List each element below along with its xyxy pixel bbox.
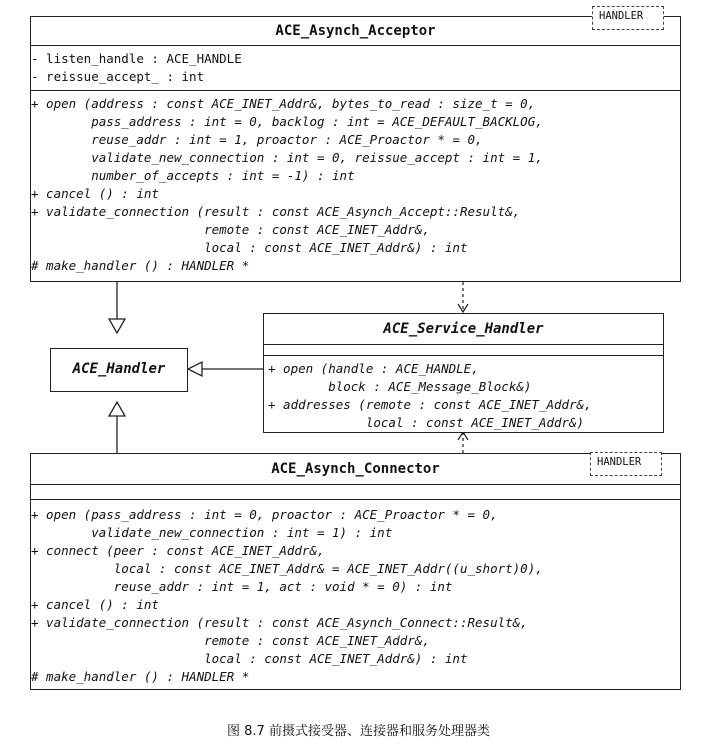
handler-class-name: ACE_Handler <box>72 361 166 377</box>
acceptor-operation: validate_new_connection : int = 0, reissue_accept : int = 1, <box>31 150 543 165</box>
acceptor-attributes <box>31 46 680 91</box>
acceptor-attribute: - listen_handle : ACE_HANDLE <box>31 51 242 66</box>
connector-operation: # make_handler () : HANDLER * <box>31 669 250 684</box>
service-handler-generalization-arrowhead <box>188 362 202 376</box>
connector-operation: local : const ACE_INET_Addr& = ACE_INET_Addr((u_short)0), <box>31 561 543 576</box>
connector-operation: + cancel () : int <box>31 597 159 612</box>
service-handler-operation: + open (handle : ACE_HANDLE, <box>268 361 479 376</box>
acceptor-attribute: - reissue_accept_ : int <box>31 69 205 84</box>
connector-operations <box>31 500 680 686</box>
connector-operation: local : const ACE_INET_Addr&) : int <box>31 651 468 666</box>
acceptor-operation: local : const ACE_INET_Addr&) : int <box>31 240 468 255</box>
connector-template-parameter: HANDLER <box>590 452 662 476</box>
service-handler-operation: local : const ACE_INET_Addr&) <box>268 415 585 430</box>
connector-attributes <box>31 485 680 500</box>
acceptor-class-box <box>30 16 681 282</box>
service-handler-operation: + addresses (remote : const ACE_INET_Addr&, <box>268 397 592 412</box>
acceptor-operation: + validate_connection (result : const ACE_Asynch_Accept::Result&, <box>31 204 521 219</box>
acceptor-generalization-arrowhead <box>109 319 125 333</box>
service-handler-operations <box>264 356 663 432</box>
acceptor-operation: + cancel () : int <box>31 186 159 201</box>
acceptor-operation: + open (address : const ACE_INET_Addr&, bytes_to_read : size_t = 0, <box>31 96 536 111</box>
acceptor-operations <box>31 91 680 275</box>
service-handler-operation: block : ACE_Message_Block&) <box>268 379 532 394</box>
connector-generalization-arrowhead <box>109 402 125 416</box>
connector-class-name: ACE_Asynch_Connector <box>31 454 680 485</box>
service-handler-class-box <box>263 313 664 433</box>
connector-operation: + connect (peer : const ACE_INET_Addr&, <box>31 543 325 558</box>
connector-operation: validate_new_connection : int = 1) : int <box>31 525 393 540</box>
connector-operation: reuse_addr : int = 1, act : void * = 0) : int <box>31 579 453 594</box>
connector-class-box <box>30 453 681 690</box>
connector-operation: + validate_connection (result : const ACE_Asynch_Connect::Result&, <box>31 615 528 630</box>
acceptor-operation: remote : const ACE_INET_Addr&, <box>31 222 430 237</box>
connector-operation: remote : const ACE_INET_Addr&, <box>31 633 430 648</box>
acceptor-template-parameter: HANDLER <box>592 6 664 30</box>
handler-class-box <box>50 348 188 392</box>
acceptor-operation: reuse_addr : int = 1, proactor : ACE_Proactor * = 0, <box>31 132 483 147</box>
connector-operation: + open (pass_address : int = 0, proactor : ACE_Proactor * = 0, <box>31 507 498 522</box>
figure-caption: 图 8.7 前摄式接受器、连接器和服务处理器类 <box>227 724 490 739</box>
service-handler-attributes <box>264 345 663 356</box>
acceptor-operation: pass_address : int = 0, backlog : int = ACE_DEFAULT_BACKLOG, <box>31 114 543 129</box>
acceptor-class-name: ACE_Asynch_Acceptor <box>31 17 680 46</box>
service-handler-class-name: ACE_Service_Handler <box>264 314 663 345</box>
acceptor-operation: number_of_accepts : int = -1) : int <box>31 168 355 183</box>
acceptor-operation: # make_handler () : HANDLER * <box>31 258 250 273</box>
